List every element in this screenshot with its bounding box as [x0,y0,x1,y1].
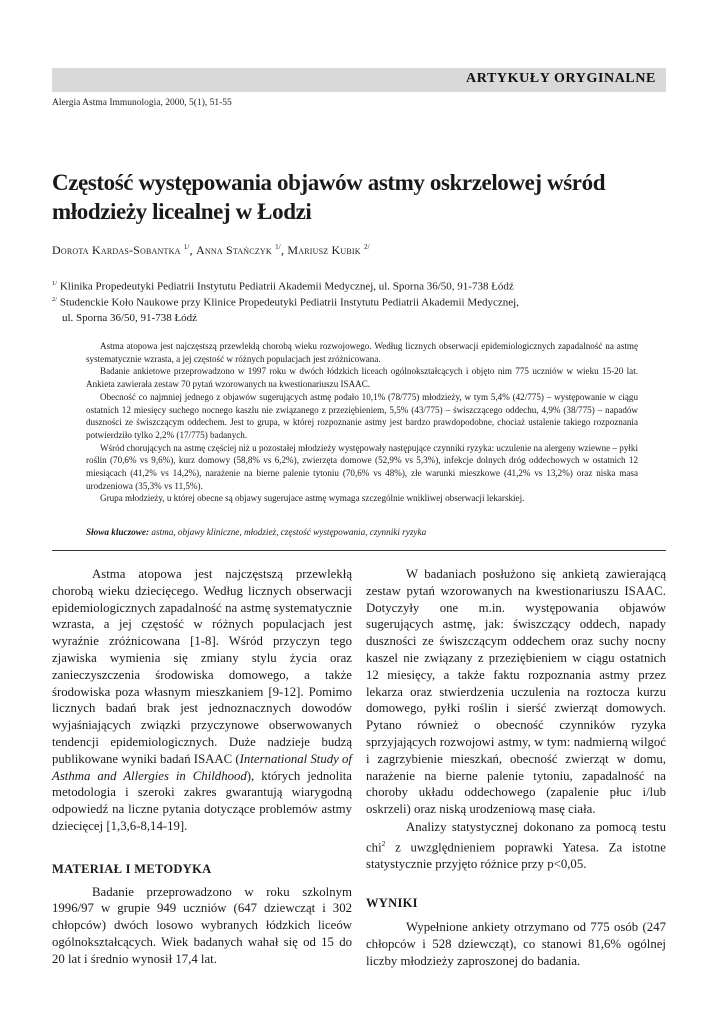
keywords [86,527,646,537]
abstract-paragraph: Obecność co najmniej jednego z objawów sugerujących astmę podało 10,1% (78/775) młodzieży, w tym 5,4% (42/775) – występowanie w ciągu ostatnich 12 miesięcy suchego nocnego kaszlu nie związanego z przeziębieniem, 5,5% (43/775) – świszczącego oddechu, 4,9% (38/775) – napadów duszności ze świszczącym oddechem. Jest to grupa, w której rozpoznanie astmy jest bardzo prawdopodobne, chociaż ustalenie takiego rozpoznania potwierdziło tylko 2,2% (17/775) badanych. [86,391,638,440]
results-paragraph: Wypełnione ankiety otrzymano od 775 osób (247 chłopców i 528 dziewcząt), co stanowi 81,6% ogólnej liczby młodzieży zaproszonej do badania. [366,920,666,968]
affiliation-mark: 2/ [52,296,58,303]
results-heading: WYNIKI [366,895,418,910]
author-list: Dorota Kardas-Sobantka $^{1/}$, Anna Stańczyk $^{1/}$, Mariusz Kubik $^{2/}$ [52,243,370,257]
statistics-paragraph [366,819,666,873]
body-column-left [52,566,352,968]
statistics-text-end: z uwzględnieniem poprawki Yatesa. Za istotne statystycznie przyjęto różnice przy p<0,05. [366,840,666,871]
divider-rule [52,550,666,551]
author-mark: 2/ [363,243,370,251]
statistics-text: Analizy statystycznej dokonano za pomocą testu chi [366,819,666,855]
affiliation-text: Studenckie Koło Naukowe przy Klinice Propedeutyki Pediatrii Instytutu Pediatrii Akademii Medycznej, [59,296,519,309]
affiliation-text-cont: ul. Sporna 36/50, 91-738 Łódź [62,311,198,324]
intro-study-name: International Study of Asthma and Allergies in Childhood [52,751,352,783]
intro-paragraph [52,566,352,835]
journal-reference: Alergia Astma Immunologia, 2000, 5(1), 51-55 [52,98,232,108]
abstract-paragraph: Astma atopowa jest najczęstszą przewlekłą chorobą wieku rozwojowego. Według licznych obserwacji epidemiologicznych zapadalność na astmę systematycznie wzrasta, a jej częstość w różnych populacjach jest zróżnicowana. [86,341,638,364]
author-name: Mariusz Kubik [287,243,361,257]
abstract-paragraph: Grupa młodzieży, u której obecne są objawy sugerujace astmę wymaga szczególnie wnikliwej obserwacji lekarskiej. [100,493,525,504]
affiliation-2 [52,292,672,326]
author-name: Dorota Kardas-Sobantka [52,243,181,257]
article-title [52,168,672,226]
keywords-label: Słowa kluczowe: [86,527,150,537]
intro-text-end: ), których jednolita metodologia i szeroki zakres gwarantują wiarygodną odpowiedź na liczne pytania dotyczące problemów astmy dziecięcej [1,3,6-8,14-19]. [52,768,352,833]
intro-text: Astma atopowa jest najczęstszą przewlekłą chorobą wieku dziecięcego. Według licznych obserwacji epidemiologicznych zapadalność na astmę systematycznie wzrasta, a jej częstość w różnych populacjach jest wyraźnie zróżnicowana [1-8]. Wśród przyczyn tego zjawiska wymienia się zmiany stylu życia oraz zanieczyszczenia środowiska domowego, a także środowiska poza własnym mieszkaniem [9-12]. Pomimo licznych badań brak jest jednoznacznych dowodów wyjaśniających związki przyczynowe obserwowanych tendencji epidemiologicznych. Duże nadzieje budzą publikowane wyniki badań ISAAC ( [52,567,352,766]
chi-superscript: 2 [381,838,386,848]
methods-questionnaire-paragraph: W badaniach posłużono się ankietą zawierającą zestaw pytań wzorowanych na kwestionariuszu ISAAC. Dotyczyły one m.in. występowania objawów sugerujących astmę, jak: świszczący oddech, napady duszności ze świszczącym oddechem oraz suchy nocny kaszel nie związany z przeziębieniem w ciągu ostatnich 12 miesięcy, a także faktu rozpoznania astmy przez lekarza oraz stwierdzenia uczulenia na roztocza kurzu domowego, pyłki roślin i sierść zwierząt domowych. Pytano również o obecność czynników ryzyka sprzyjających rozwojowi astmy, w tym: nadmierną wilgoć i zagrzybienie mieszkań, obecność zwierząt w domu, narażenie na bierne palenie tytoniu, zapadalność na choroby układu oddechowego (zapalenie płuc i/lub oskrzeli) oraz niską urodzeniową masę ciała. [366,567,666,817]
section-label: ARTYKUŁY ORYGINALNE [466,71,656,86]
author-mark: 1/ [275,243,281,251]
abstract-paragraph: Badanie ankietowe przeprowadzono w 1997 roku w dwóch łódzkich liceach ogólnokształcących i objęto nim 775 uczniów w wieku 15-20 lat. Ankieta zawierała zestaw 70 pytań wzorowanych na kwestionariuszu ISAAC. [86,366,638,390]
author-name: Anna Stańczyk [196,243,272,257]
methods-paragraph: Badanie przeprowadzono w roku szkolnym 1996/97 w grupie 949 uczniów (647 dziewcząt i 302 chłopców) dwóch losowo wybranych łódzkich liceów ogólnokształcących. Wiek badanych wahał się od 15 do 20 lat i średnio wynosił 17,4 lat. [52,884,352,966]
abstract-paragraph: Wśród chorujących na astmę częściej niż u pozostałej młodzieży występowały następujące czynniki ryzyka: uczulenie na alergeny wziewne – pyłki roślin (70,6% vs 9,6%), kurz domowy (58,8% vs 6,2%), zwierzęta domowe (52,9% vs 5,3%), infekcje dolnych dróg oddechowych w ostatnich 12 miesiącach (41,2% vs 14,2%), narażenie na bierne palenie tytoniu (70,6% vs 48%), złe warunki mieszkowe (41,2% vs 13,2%) oraz niska masa urodzeniowa (35,3% vs 11,5%). [86,442,638,491]
keywords-text: astma, objawy kliniczne, młodzież, częstość występowania, czynniki ryzyka [151,527,427,537]
affiliation-text: Klinika Propedeutyki Pediatrii Instytutu Pediatrii Akademii Medycznej, ul. Sporna 36/50, 91-738 Łódź [59,280,514,293]
author-mark: 1/ [183,243,190,251]
title-line-1: Częstość występowania objawów astmy oskrzelowej wśród [52,170,606,195]
title-line-2: młodzieży licealnej w Łodzi [52,199,312,224]
abstract [86,340,638,505]
methods-heading: MATERIAŁ I METODYKA [52,861,212,876]
affiliation-mark: 1/ [52,280,58,287]
body-column-right [366,566,666,970]
section-band [52,68,666,92]
